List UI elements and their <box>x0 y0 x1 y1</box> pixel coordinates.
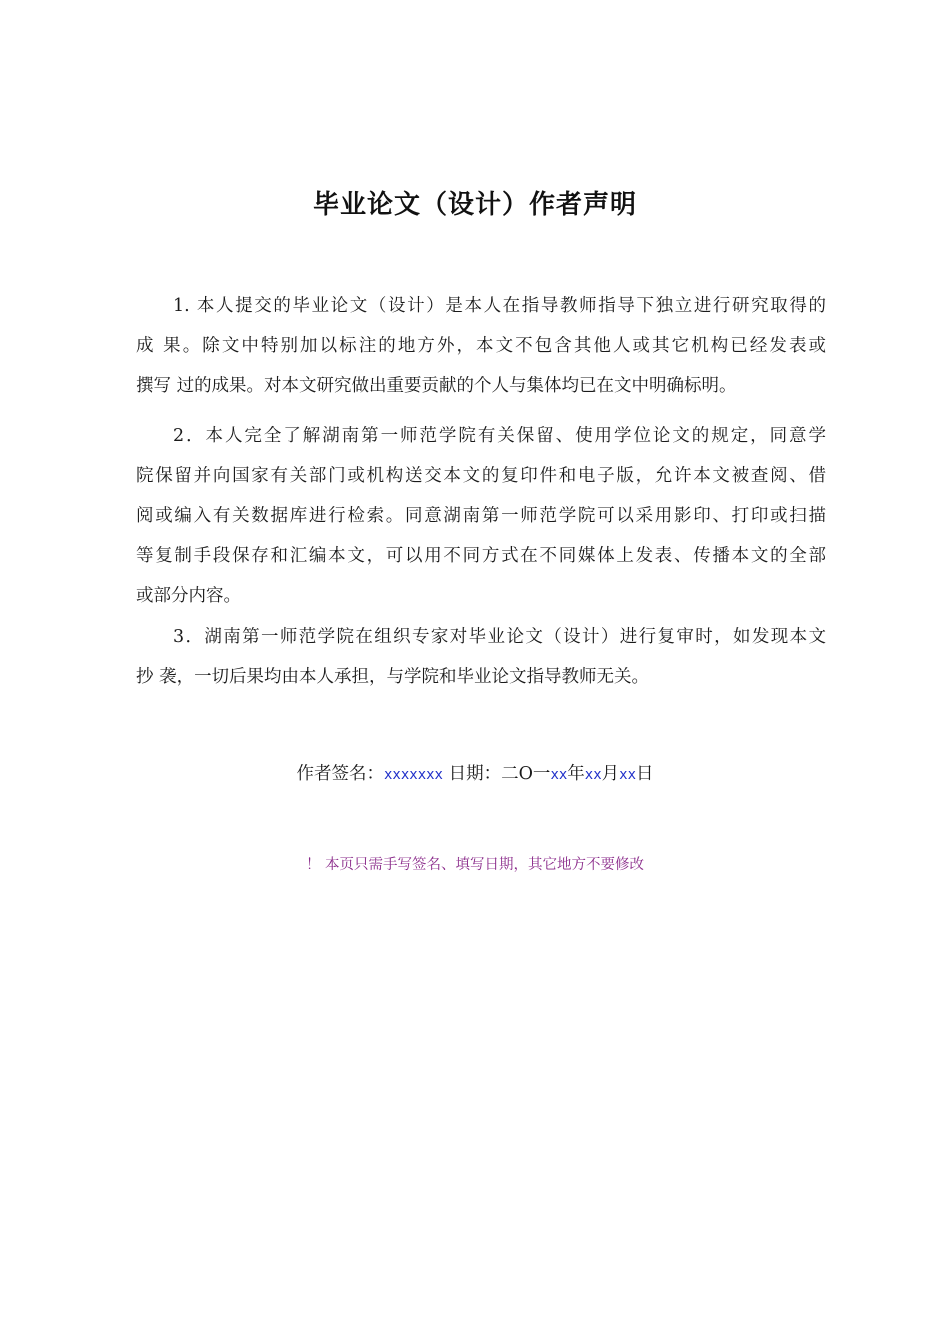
day-unit: 日 <box>636 764 654 784</box>
paragraph-1-line-3: 撰写 过的成果。对本文研究做出重要贡献的个人与集体均已在文中明确标明。 <box>136 376 737 396</box>
paragraph-2-line-3: 阅或编入有关数据库进行检索。同意湖南第一师范学院可以采用影印、打印或扫描 <box>136 506 826 526</box>
paragraph-1-line-1: 1. 本人提交的毕业论文（设计）是本人在指导教师指导下独立进行研究取得的 <box>173 296 826 316</box>
paragraph-3-line-2: 抄 袭，一切后果均由本人承担，与学院和毕业论文指导教师无关。 <box>136 667 650 687</box>
author-signature-label: 作者签名： <box>296 764 384 784</box>
paragraph-2-line-5: 或部分内容。 <box>136 586 241 606</box>
instruction-note: ！ 本页只需手写签名、填写日期，其它地方不要修改 <box>305 857 645 873</box>
paragraph-1-line-2: 成 果。除文中特别加以标注的地方外，本文不包含其他人或其它机构已经发表或 <box>136 336 826 356</box>
paragraph-2-line-4: 等复制手段保存和汇编本文，可以用不同方式在不同媒体上发表、传播本文的全部 <box>136 546 826 566</box>
day-field[interactable]: xx <box>619 767 637 783</box>
paragraph-1 <box>136 286 826 406</box>
paragraph-2-line-2: 院保留并向国家有关部门或机构送交本文的复印件和电子版，允许本文被查阅、借 <box>136 466 826 486</box>
date-label: 日期： <box>443 764 502 784</box>
year-prefix: 二O一 <box>501 764 551 784</box>
month-field[interactable]: xx <box>584 767 602 783</box>
paragraph-2-line-1: 2．本人完全了解湖南第一师范学院有关保留、使用学位论文的规定，同意学 <box>173 426 826 446</box>
signature-line <box>0 762 950 787</box>
paragraph-2 <box>136 416 826 616</box>
paragraph-3 <box>136 617 826 697</box>
author-signature-field[interactable]: xxxxxxx <box>383 767 443 783</box>
paragraph-3-line-1: 3．湖南第一师范学院在组织专家对毕业论文（设计）进行复审时，如发现本文 <box>173 627 826 647</box>
year-field[interactable]: xx <box>550 767 568 783</box>
year-unit: 年 <box>567 764 585 784</box>
month-unit: 月 <box>601 764 620 784</box>
page-title: 毕业论文（设计）作者声明 <box>312 190 637 220</box>
